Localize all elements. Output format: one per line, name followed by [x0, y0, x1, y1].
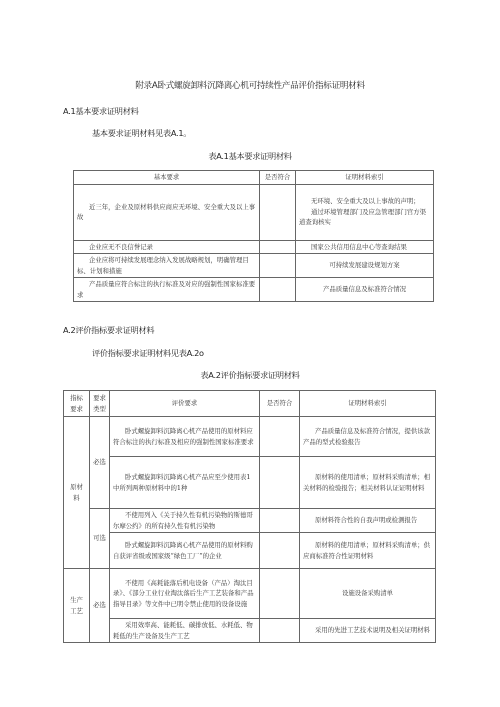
col-header: 要求类型	[90, 391, 110, 417]
req-cell: 采用效率高、能耗低、碳排放低、水耗低、物耗低的生产设备及生产工艺	[110, 619, 260, 643]
table-row	[74, 184, 434, 240]
req-cell: 卧式螺旋卸料沉降离心机产品使用的原材料应符合标注的执行标准及相应的强制性国家标准要求	[110, 417, 260, 457]
table-header-row	[74, 171, 434, 185]
section-a2-heading: A.2评价指标要求证明材料	[63, 325, 155, 335]
table-a1	[73, 170, 434, 302]
req-cell: 不使用《高耗能落后机电设备（产品）淘汰目录》、《部分工业行业淘汰落后生产工艺装备和产品指导目录》等文件中已明令禁止使用的设备设施	[110, 569, 260, 619]
doc-title: 附录A卧式螺旋卸料沉降离心机可持续性产品评价指标证明材料	[135, 81, 365, 91]
evidence-cell: 原材料符合性的自我声明或检测报告	[300, 509, 436, 533]
table-a1-caption: 表A.1基本要求证明材料	[208, 151, 292, 161]
req-cell: 卧式螺旋卸料沉降离心机产品使用的原材料购自获评省级或国家级“绿色工厂”的企业	[110, 533, 260, 569]
req-cell: 企业应将可持续发展理念纳入发展战略规划，明确管理目标、计划和措施	[74, 254, 260, 278]
compliance-cell	[260, 254, 296, 278]
compliance-cell	[260, 457, 300, 509]
req-cell: 卧式螺旋卸料沉降离心机产品应至少使用表1中所列两种原材料中的1种	[110, 457, 260, 509]
evidence-cell: 产品质量信息及标准符合情况	[296, 278, 434, 302]
evidence-cell: 产品质量信息及标准符合情况，提供该款产品的型式检验报告	[300, 417, 436, 457]
compliance-cell	[260, 417, 300, 457]
compliance-cell	[260, 509, 300, 533]
compliance-cell	[260, 278, 296, 302]
evidence-cell: 可持续发展建设规划方案	[296, 254, 434, 278]
evidence-cell: 原材料的使用清单；原材料采购清单；供应商标准符合性证明材料	[300, 533, 436, 569]
table-row	[74, 254, 434, 278]
compliance-cell	[260, 240, 296, 254]
section-a1-heading: A.1基本要求证明材料	[63, 106, 139, 116]
table-a2	[63, 390, 436, 643]
evidence-cell: 设施设备采购清单	[300, 569, 436, 619]
col-header: 评价要求	[110, 391, 260, 417]
evidence-cell	[296, 184, 434, 240]
table-row	[64, 509, 436, 533]
type-cell: 可选	[90, 509, 110, 569]
req-cell: 近三年，企业及原材料供应商应无环境、安全重大及以上事故	[74, 184, 260, 240]
col-header: 指标要求	[64, 391, 90, 417]
table-row	[74, 278, 434, 302]
type-cell: 必选	[90, 569, 110, 643]
col-header: 证明材料索引	[300, 391, 436, 417]
req-cell: 不使用列入《关于持久性有机污染物的斯德哥尔摩公约》的所有持久性有机污染物	[110, 509, 260, 533]
compliance-cell	[260, 184, 296, 240]
table-row	[74, 240, 434, 254]
compliance-cell	[260, 569, 300, 619]
group-cell: 原材料	[64, 417, 90, 569]
col-header: 证明材料索引	[296, 171, 434, 185]
section-a2-intro: 评价指标要求证明材料见表A.2o	[92, 348, 204, 358]
col-header: 是否符合	[260, 391, 300, 417]
evidence-cell: 采用的先进工艺技术说明及相关证明材料	[300, 619, 436, 643]
evidence-cell: 国家公共信用信息中心等查询结果	[296, 240, 434, 254]
table-row	[64, 533, 436, 569]
table-row	[64, 417, 436, 457]
compliance-cell	[260, 533, 300, 569]
table-row	[64, 619, 436, 643]
table-row	[64, 457, 436, 509]
req-cell: 产品质量应符合标注的执行标准及对应的强制性国家标准要求	[74, 278, 260, 302]
table-row	[64, 569, 436, 619]
compliance-cell	[260, 619, 300, 643]
section-a1-intro: 基本要求证明材料见表A.1。	[92, 128, 192, 138]
req-cell: 企业应无不良信誉记录	[74, 240, 260, 254]
col-header: 是否符合	[260, 171, 296, 185]
evidence-cell: 原材料的使用清单；原材料采购清单；相关材料的检验报告；相关材料认证证明材料	[300, 457, 436, 509]
table-header-row	[64, 391, 436, 417]
evidence-line: 无环境、安全重大及以上事故的声明；	[311, 197, 420, 206]
type-cell: 必选	[90, 417, 110, 509]
col-header: 基本要求	[74, 171, 260, 185]
evidence-line: 通过环境管理部门及应急管理部门官方渠道查询核实	[299, 207, 427, 227]
group-cell: 生产工艺	[64, 569, 90, 643]
table-a2-caption: 表A.2评价指标要求证明材料	[200, 370, 300, 380]
